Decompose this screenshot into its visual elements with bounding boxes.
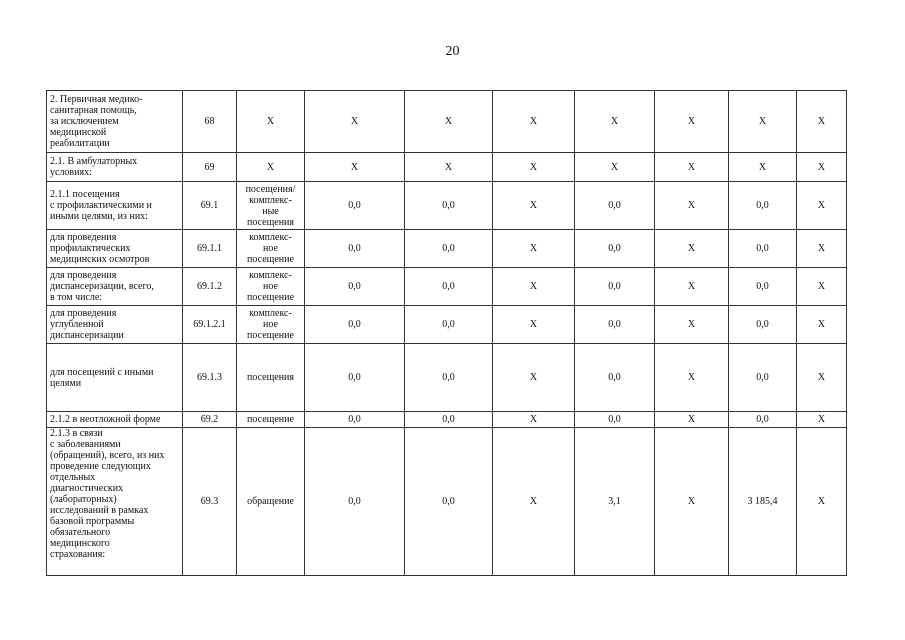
row-value: 0,0 xyxy=(405,344,493,412)
row-name: 2. Первичная медико- санитарная помощь, за исключением медицинской реабилитации xyxy=(47,91,183,153)
row-unit: комплекс- ное посещение xyxy=(237,230,305,268)
row-value: X xyxy=(405,153,493,182)
row-value: 0,0 xyxy=(305,306,405,344)
row-value: 0,0 xyxy=(575,306,655,344)
row-value: 0,0 xyxy=(729,412,797,428)
row-value: 0,0 xyxy=(575,230,655,268)
table-row xyxy=(47,182,847,230)
row-code: 69.1.2 xyxy=(183,268,237,306)
row-name: 2.1.1 посещения с профилактическими и иными целями, из них: xyxy=(47,182,183,230)
row-code: 69.2 xyxy=(183,412,237,428)
data-table xyxy=(46,90,847,576)
row-value: X xyxy=(493,182,575,230)
table-row xyxy=(47,91,847,153)
row-name: для посещений с иными целями xyxy=(47,344,183,412)
row-value: X xyxy=(575,153,655,182)
table-row xyxy=(47,428,847,576)
row-value: 0,0 xyxy=(405,306,493,344)
row-value: 0,0 xyxy=(729,268,797,306)
row-value: X xyxy=(405,91,493,153)
row-value: X xyxy=(305,153,405,182)
row-value: 0,0 xyxy=(305,428,405,576)
row-value: 0,0 xyxy=(729,182,797,230)
row-value: X xyxy=(655,344,729,412)
row-name: для проведения диспансеризации, всего, в том числе: xyxy=(47,268,183,306)
row-value: 0,0 xyxy=(575,412,655,428)
row-name: 2.1.3 в связи с заболеваниями (обращений), всего, из них проведение следующих отдельных диагностических (лабораторных) исследований в рамках базовой программы обязательного медицинского страхования: xyxy=(47,428,183,576)
row-value: X xyxy=(729,91,797,153)
row-value: X xyxy=(655,306,729,344)
row-value: 0,0 xyxy=(305,344,405,412)
table-row xyxy=(47,153,847,182)
row-value: 0,0 xyxy=(305,412,405,428)
row-value: X xyxy=(655,268,729,306)
row-code: 69.1 xyxy=(183,182,237,230)
row-value: X xyxy=(493,306,575,344)
row-value: X xyxy=(655,91,729,153)
row-value: X xyxy=(493,91,575,153)
row-value: 0,0 xyxy=(405,412,493,428)
row-value: X xyxy=(305,91,405,153)
row-value: 0,0 xyxy=(305,230,405,268)
row-name: для проведения углубленной диспансеризации xyxy=(47,306,183,344)
row-value: 0,0 xyxy=(575,182,655,230)
row-value: 0,0 xyxy=(305,268,405,306)
page-number: 20 xyxy=(445,44,460,59)
row-value: X xyxy=(493,230,575,268)
table-row xyxy=(47,306,847,344)
row-value: X xyxy=(797,91,847,153)
row-value: X xyxy=(493,428,575,576)
row-value: 0,0 xyxy=(729,230,797,268)
row-value: X xyxy=(493,412,575,428)
row-value: 0,0 xyxy=(405,230,493,268)
row-value: 0,0 xyxy=(575,268,655,306)
row-value: 3 185,4 xyxy=(729,428,797,576)
row-value: X xyxy=(655,230,729,268)
row-unit: посещения xyxy=(237,344,305,412)
row-code: 69 xyxy=(183,153,237,182)
row-value: 0,0 xyxy=(405,182,493,230)
row-value: 3,1 xyxy=(575,428,655,576)
row-value: X xyxy=(655,412,729,428)
row-unit: посещение xyxy=(237,412,305,428)
row-value: 0,0 xyxy=(405,428,493,576)
row-value: X xyxy=(797,230,847,268)
row-unit: комплекс- ное посещение xyxy=(237,306,305,344)
row-value: X xyxy=(797,306,847,344)
row-value: X xyxy=(575,91,655,153)
row-value: X xyxy=(797,412,847,428)
row-code: 69.3 xyxy=(183,428,237,576)
row-code: 69.1.2.1 xyxy=(183,306,237,344)
row-value: 0,0 xyxy=(305,182,405,230)
row-name: 2.1.2 в неотложной форме xyxy=(47,412,183,428)
row-unit: X xyxy=(237,153,305,182)
row-value: X xyxy=(797,268,847,306)
row-name: 2.1. В амбулаторных условиях: xyxy=(47,153,183,182)
row-name: для проведения профилактических медицинских осмотров xyxy=(47,230,183,268)
row-value: 0,0 xyxy=(729,344,797,412)
row-value: X xyxy=(493,268,575,306)
row-unit: обращение xyxy=(237,428,305,576)
row-value: X xyxy=(493,153,575,182)
row-value: X xyxy=(655,153,729,182)
table-row xyxy=(47,230,847,268)
row-code: 69.1.3 xyxy=(183,344,237,412)
row-unit: комплекс- ное посещение xyxy=(237,268,305,306)
table-row xyxy=(47,268,847,306)
row-value: 0,0 xyxy=(405,268,493,306)
row-code: 69.1.1 xyxy=(183,230,237,268)
row-value: X xyxy=(655,182,729,230)
row-value: X xyxy=(493,344,575,412)
row-code: 68 xyxy=(183,91,237,153)
row-unit: X xyxy=(237,91,305,153)
row-value: 0,0 xyxy=(729,306,797,344)
row-value: X xyxy=(729,153,797,182)
row-value: X xyxy=(797,182,847,230)
table-row xyxy=(47,412,847,428)
row-value: X xyxy=(797,344,847,412)
row-value: 0,0 xyxy=(575,344,655,412)
row-unit: посещения/ комплекс- ные посещения xyxy=(237,182,305,230)
row-value: X xyxy=(655,428,729,576)
row-value: X xyxy=(797,428,847,576)
table-row xyxy=(47,344,847,412)
row-value: X xyxy=(797,153,847,182)
